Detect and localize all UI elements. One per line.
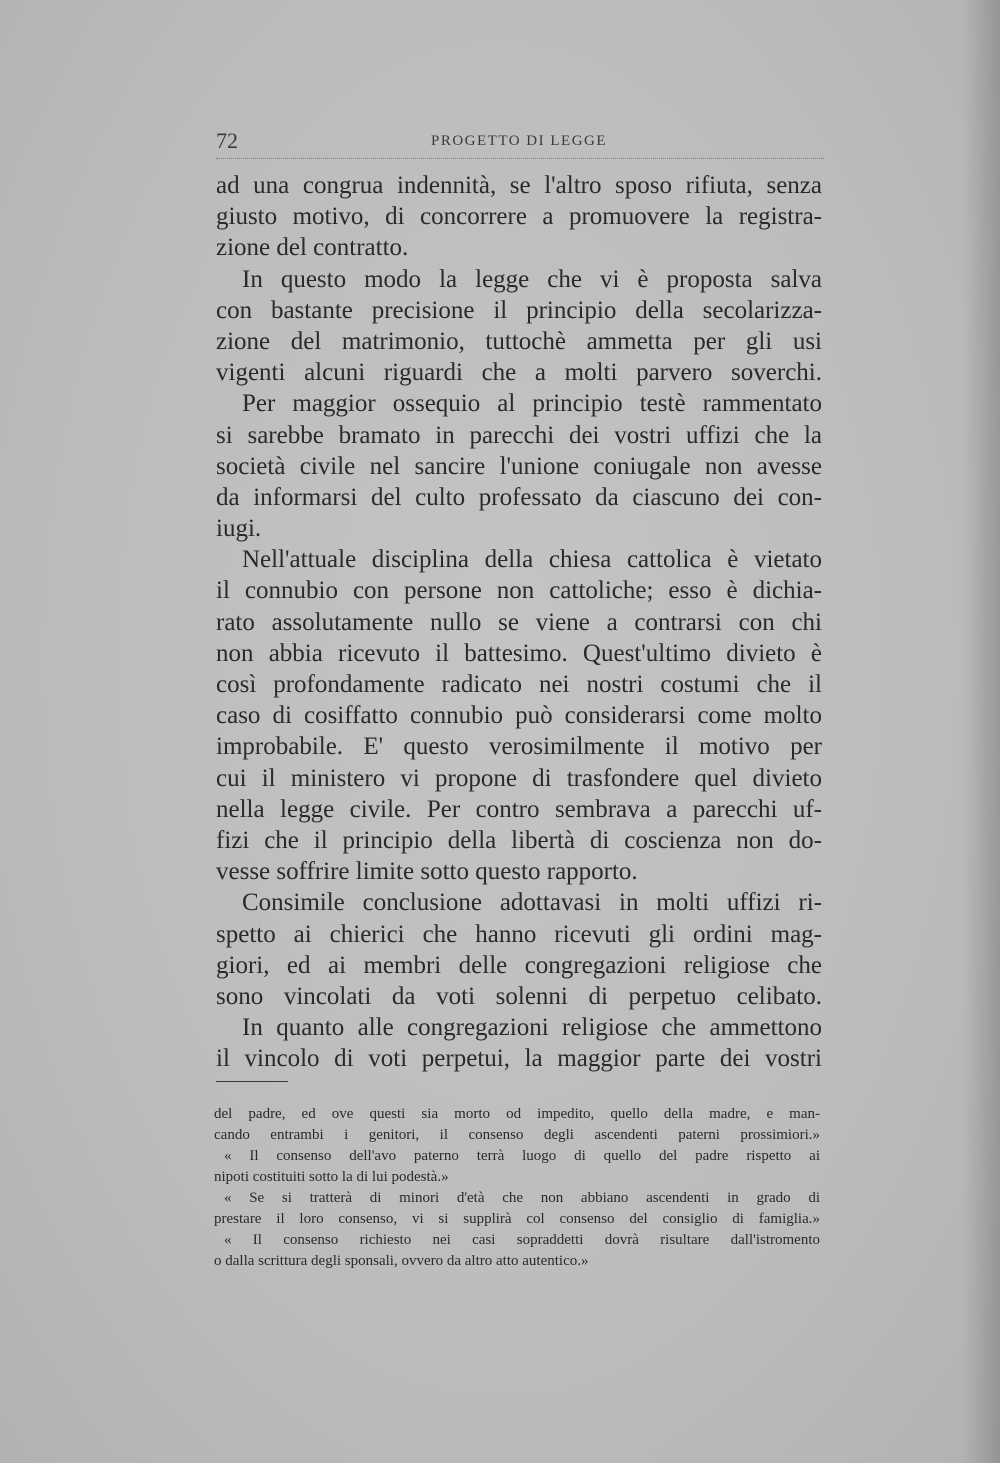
footnote-line: « Il consenso dell'avo paterno terrà luogo di quello del padre rispetto ai: [224, 1148, 820, 1164]
text-line: Per maggior ossequio al principio testè rammentato: [242, 390, 822, 418]
text-line: rato assolutamente nullo se viene a contrarsi con chi: [216, 608, 822, 636]
text-line: zione del contratto.: [216, 234, 409, 262]
text-line: ad una congrua indennità, se l'altro sposo rifiuta, senza: [216, 172, 822, 199]
footnote-line: « Il consenso richiesto nei casi sopraddetti dovrà risultare dall'istromento: [224, 1232, 820, 1248]
text-line: Nell'attuale disciplina della chiesa cattolica è vietato: [242, 546, 822, 574]
footnote-line: cando entrambi i genitori, il consenso degli ascendenti paterni prossimiori.»: [214, 1127, 820, 1143]
header-rule: [216, 158, 824, 159]
text-line: con bastante precisione il principio della secolarizza-: [216, 296, 822, 324]
text-line: fizi che il principio della libertà di coscienza non do-: [216, 826, 822, 854]
text-line: da informarsi del culto professato da ciascuno dei con-: [216, 483, 822, 511]
text-line: In questo modo la legge che vi è proposta salva: [242, 265, 822, 293]
text-line: improbabile. E' questo verosimilmente il motivo per: [216, 733, 822, 761]
text-line: zione del matrimonio, tuttochè ammetta per gli usi: [216, 327, 822, 355]
text-line: sono vincolati da voti solenni di perpetuo celibato.: [216, 982, 822, 1010]
text-line: il connubio con persone non cattoliche; esso è dichia-: [216, 577, 822, 605]
text-line: giori, ed ai membri delle congregazioni religiose che: [216, 951, 822, 979]
text-line: spetto ai chierici che hanno ricevuti gli ordini mag-: [216, 920, 822, 948]
text-line: nella legge civile. Per contro sembrava a parecchi uf-: [216, 795, 822, 823]
footnote-line: « Se si tratterà di minori d'età che non abbiano ascendenti in grado di: [224, 1190, 820, 1206]
text-line: il vincolo di voti perpetui, la maggior parte dei vostri: [216, 1045, 822, 1073]
text-line: iugi.: [216, 515, 262, 543]
body-text: [216, 170, 822, 1074]
text-line: così profondamente radicato nei nostri costumi che il: [216, 671, 822, 698]
text-line: In quanto alle congregazioni religiose che ammettono: [242, 1014, 822, 1042]
text-line: giusto motivo, di concorrere a promuovere la registra-: [216, 203, 822, 231]
running-head: PROGETTO DI LEGGE: [431, 133, 608, 149]
footnote-line: del padre, ed ove questi sia morto od impedito, quello della madre, e man-: [214, 1106, 820, 1122]
text-line: cui il ministero vi propone di trasfondere quel divieto: [216, 764, 822, 792]
text-line: non abbia ricevuto il battesimo. Quest'ultimo divieto è: [216, 639, 822, 667]
footnotes: [214, 1104, 820, 1272]
text-line: si sarebbe bramato in parecchi dei vostri uffizi che la: [216, 421, 822, 449]
page-edge-shadow: [962, 0, 1000, 1463]
footnote-line: nipoti costituiti sotto la di lui podestà.»: [214, 1169, 449, 1185]
footnote-line: prestare il loro consenso, vi si supplirà col consenso del consiglio di famiglia.»: [214, 1211, 820, 1227]
text-line: caso di cosiffatto connubio può considerarsi come molto: [216, 702, 822, 730]
footnote-rule: [216, 1081, 288, 1082]
page-number: 72: [216, 128, 238, 153]
text-line: vigenti alcuni riguardi che a molti parvero soverchi.: [216, 359, 822, 387]
text-line: società civile nel sancire l'unione coniugale non avesse: [216, 452, 822, 480]
footnote-line: o dalla scrittura degli sponsali, ovvero da altro atto autentico.»: [214, 1253, 589, 1269]
text-line: Consimile conclusione adottavasi in molti uffizi ri-: [242, 889, 822, 917]
text-line: vesse soffrire limite sotto questo rapporto.: [216, 858, 638, 886]
page-header: [216, 128, 822, 158]
